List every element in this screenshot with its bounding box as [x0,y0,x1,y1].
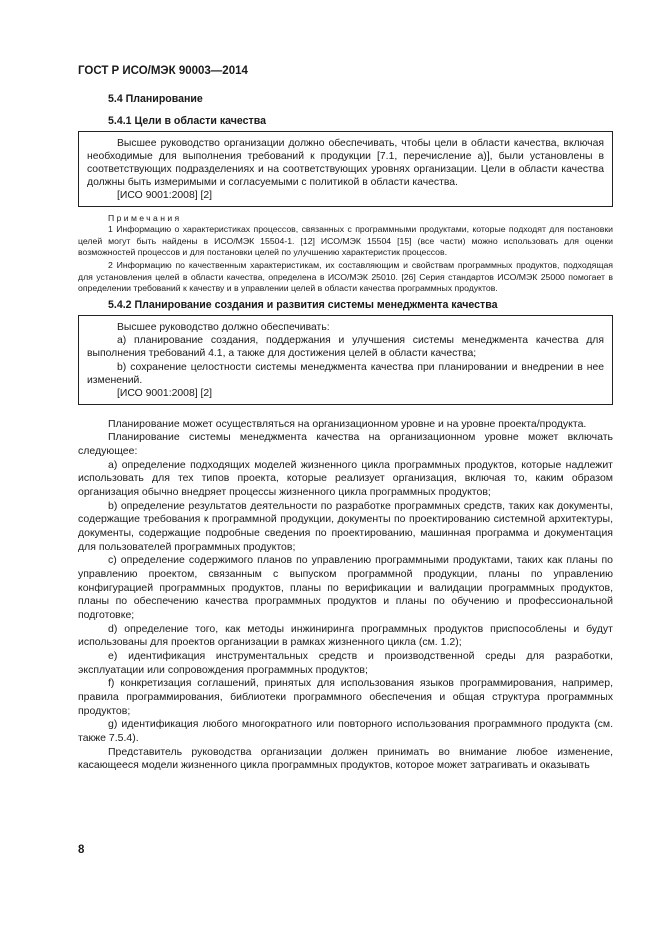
list-item-f: f) конкретизация соглашений, принятых для использования языков программирования, например, правила программирования, библиотеки программного обеспечения и общая структура программных продуктов; [78,677,613,717]
quote-item-b: b) сохранение целостности системы менеджмента качества при планировании и внедрении в нее изменений. [87,361,604,386]
list-item-b: b) определение результатов деятельности по разработке программных средств, таких как документы, содержащие требования к программной продукции, документы по проектированию системной архитектуры, документы, содержащие подробные сведения по проектированию, машинная программа и документация для пользователей программных продуктов; [78,499,613,553]
note-2: 2 Информацию по качественным характеристикам, их составляющим и свойствам программных продуктов, подходящая для установления целей в области качества, определена в ИСО/МЭК 25010. [26] Серия стандартов ИСО/МЭК 25000 помогает в определении требований к качеству и в управлении целей в области качества программных продуктов. [78,260,613,293]
quote-text: Высшее руководство организации должно обеспечивать, чтобы цели в области качества, включая необходимые для выполнения требований к продукции [7.1, перечисление а)], были установлены в соответствующих подразделениях и на соответствующих уровнях организации. Цели в области качества должны быть измеримыми и согласуемыми с политикой в области качества. [87,138,604,189]
page-number: 8 [78,844,85,856]
quote-item-a: а) планирование создания, поддержания и улучшения системы менеджмента качества для выполнения требований 4.1, а также для достижения целей в области качества; [87,335,604,360]
paragraph: Планирование может осуществляться на организационном уровне и на уровне проекта/продукта. [108,417,587,430]
quote-reference: [ИСО 9001:2008] [2] [117,387,213,399]
body-text [78,418,613,773]
quote-intro: Высшее руководство должно обеспечивать: [117,322,330,334]
quote-box-5-4-1 [78,131,613,207]
subsection-title-5-4-2: 5.4.2 Планирование создания и развития системы менеджмента качества [108,299,498,312]
list-item-c: с) определение содержимого планов по управлению программными продуктами, таких как планы по управлению проектом, связанным с выпуском программной продукции, планы по управлению конфигурацией программных продуктов, планы по верификации и валидации программных продуктов, планы по обеспечению качества программных продуктов и планы по обучению и профессиональной подготовке; [78,554,613,621]
list-item-d: d) определение того, как методы инжиниринга программных продуктов приспособлены и будут использованы для проектов организации в рамках жизненного цикла (см. 1.2); [78,622,613,649]
note-1: 1 Информацию о характеристиках процессов, связанных с программными продуктами, которые подходят для постановки целей могут быть найдены в ИСО/МЭК 15504-1. [12] ИСО/МЭК 15504 [15] (все части) можно использовать для оценки возможностей процессов и для постановки целей по улучшению характеристик процессов. [78,224,613,258]
page-content [78,92,613,773]
quote-reference: [ИСО 9001:2008] [2] [117,190,213,202]
notes-heading: Примечания [108,213,182,224]
list-item-a: а) определение подходящих моделей жизненного цикла программных продуктов, которые надлежит использовать для тех типов проекта, которые реализует организация, включая то, каким образом организация обычно внедряет процессы жизненного цикла программных продуктов; [78,458,613,499]
document-header: ГОСТ Р ИСО/МЭК 90003—2014 [78,65,248,77]
list-item-g: g) идентификация любого многократного или повторного использования программного продукта (см. также 7.5.4). [78,718,613,744]
quote-box-5-4-2 [78,315,613,405]
section-title: 5.4 Планирование [108,93,203,105]
paragraph: Представитель руководства организации должен принимать во внимание любое изменение, касающееся модели жизненного цикла программных продуктов, которое может затрагивать и оказывать [78,745,613,772]
list-item-e: е) идентификация инструментальных средств и производственной среды для разработки, эксплуатации или сопровождения программных продуктов; [78,649,613,676]
subsection-title-5-4-1: 5.4.1 Цели в области качества [108,115,266,127]
paragraph: Планирование системы менеджмента качества на организационном уровне может включать следующее: [78,431,613,458]
